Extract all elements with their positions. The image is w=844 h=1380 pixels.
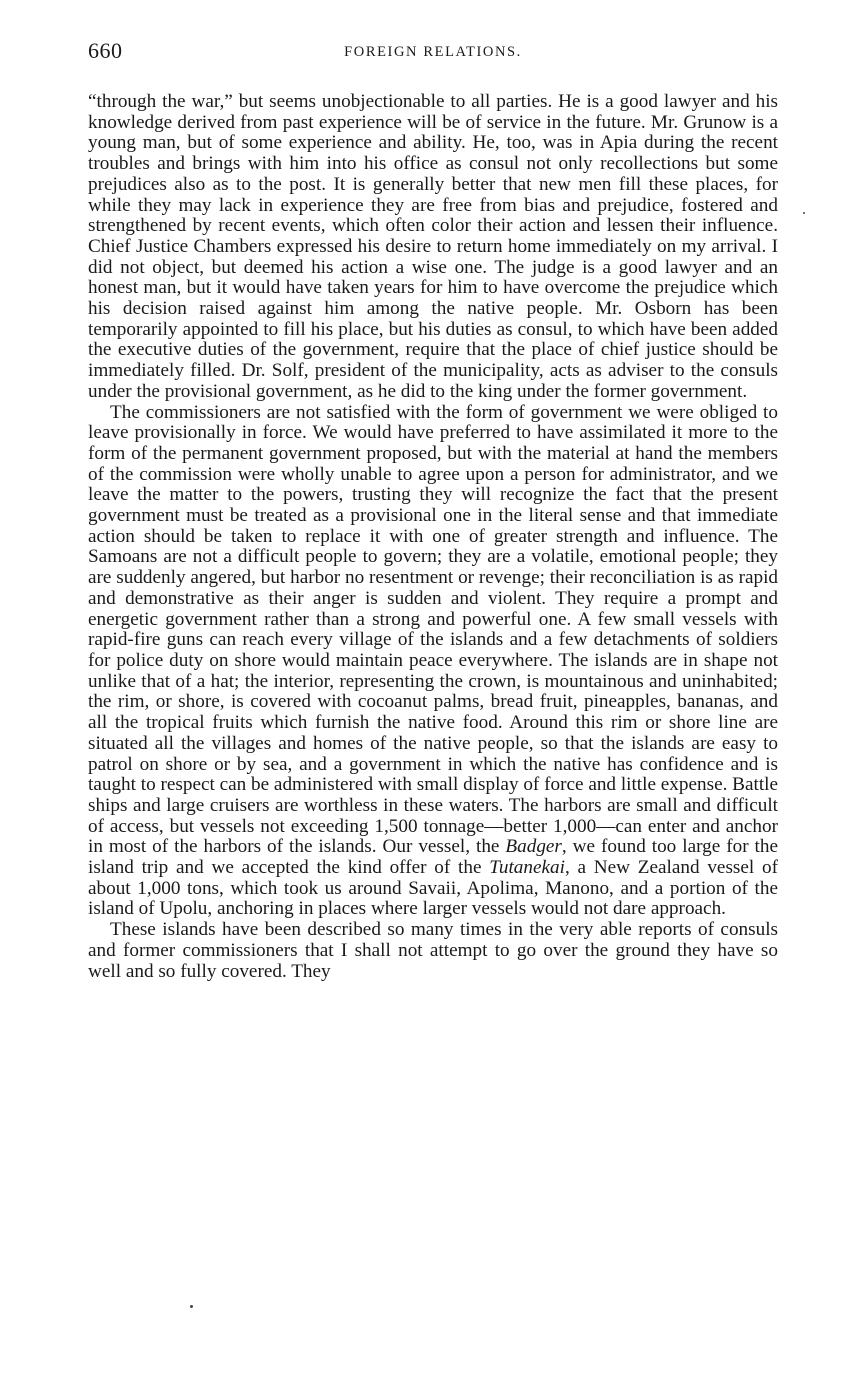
paragraph-1: “through the war,” but seems unobjectionable to all parties. He is a good lawyer and his knowledge derived from past experience will be of service in the future. Mr. Grunow is a young man, but of some experience and ability. He, too, was in Apia during the recent troubles and brings with him into his office as consul not only recollections but some prejudices also as to the post. It is generally better that new men fill these places, for while they may lack in experience they are free from bias and prejudice, fostered and strengthened by recent events, which often color their action and lessen their influence. Chief Justice Chambers expressed his desire to return home immediately on my arrival. I did not object, but deemed his action a wise one. The judge is a good lawyer and an honest man, but it would have taken years for him to have overcome the prejudice which his decision raised against him among the native people. Mr. Osborn has been temporarily appointed to fill his place, but his duties as consul, to which have been added the executive duties of the government, require that the place of chief justice should be immediately filled. Dr. Solf, president of the municipality, acts as adviser to the consuls under the provisional government, as he did to the king under the former government. (88, 91, 778, 402)
ship-name-badger: Badger (505, 836, 562, 858)
badger-before: Our vessel, the (382, 836, 506, 858)
ship-name-tutanekai: Tutanekai (489, 857, 565, 879)
page-number: 660 (88, 38, 123, 63)
paragraph-3: These islands have been described so many times in the very able reports of consuls and former commissioners that I shall not attempt to go over the ground they have so well and so fully covered. They (88, 919, 778, 982)
stray-mark (803, 212, 805, 214)
document-page (88, 38, 778, 982)
stray-mark (190, 1305, 193, 1308)
running-head: FOREIGN RELATIONS. (344, 44, 522, 60)
paragraph-2-text: The commissioners are not satisfied with the form of government we were obliged to leave provisionally in force. We would have preferred to have assimilated it more to the form of the permanent government proposed, but with the material at hand the members of the commission were wholly unable to agree upon a person for administrator, and we leave the matter to the powers, trusting they will recognize the fact that the present government must be treated as a provisional one in the literal sense and that immediate action should be taken to replace it with one of greater strength and influence. The Samoans are not a difficult people to govern; they are a volatile, emotional people; they are suddenly angered, but harbor no resentment or revenge; their reconciliation is as rapid and demonstrative as their anger is sudden and violent. They require a prompt and energetic government rather than a strong and powerful one. A few small vessels with rapid-fire guns can reach every village of the islands and a few detachments of soldiers for police duty on shore would maintain peace everywhere. The islands are in shape not unlike that of a hat; the interior, representing the crown, is mountainous and uninhabited; the rim, or shore, is covered with cocoanut palms, bread fruit, pineapples, bananas, and all the tropical fruits which furnish the native food. Around this rim or shore line are situated all the villages and homes of the native people, so that the islands are easy to patrol on shore or by sea, and a government in which the native has confidence and is taught to respect can be administered with small display of force and little expense. Battle ships and large cruisers are worthless in these waters. The harbors are small and difficult of access, but vessels not exceeding 1,500 tonnage—better 1,000—can enter and anchor in most of the harbors of the islands. (88, 401, 779, 858)
badger-middle: , we found too large for the island trip and we accepted the kind offer of the (88, 836, 778, 879)
body-text (88, 92, 778, 982)
page-header (88, 38, 778, 66)
badger-after: , a New Zealand vessel of about 1,000 tons, which took us around Savaii, Apolima, Manono, and a portion of the island of Upolu, anchoring in places where larger vessels would not dare approach. (88, 857, 778, 920)
paragraph-2 (88, 403, 778, 921)
